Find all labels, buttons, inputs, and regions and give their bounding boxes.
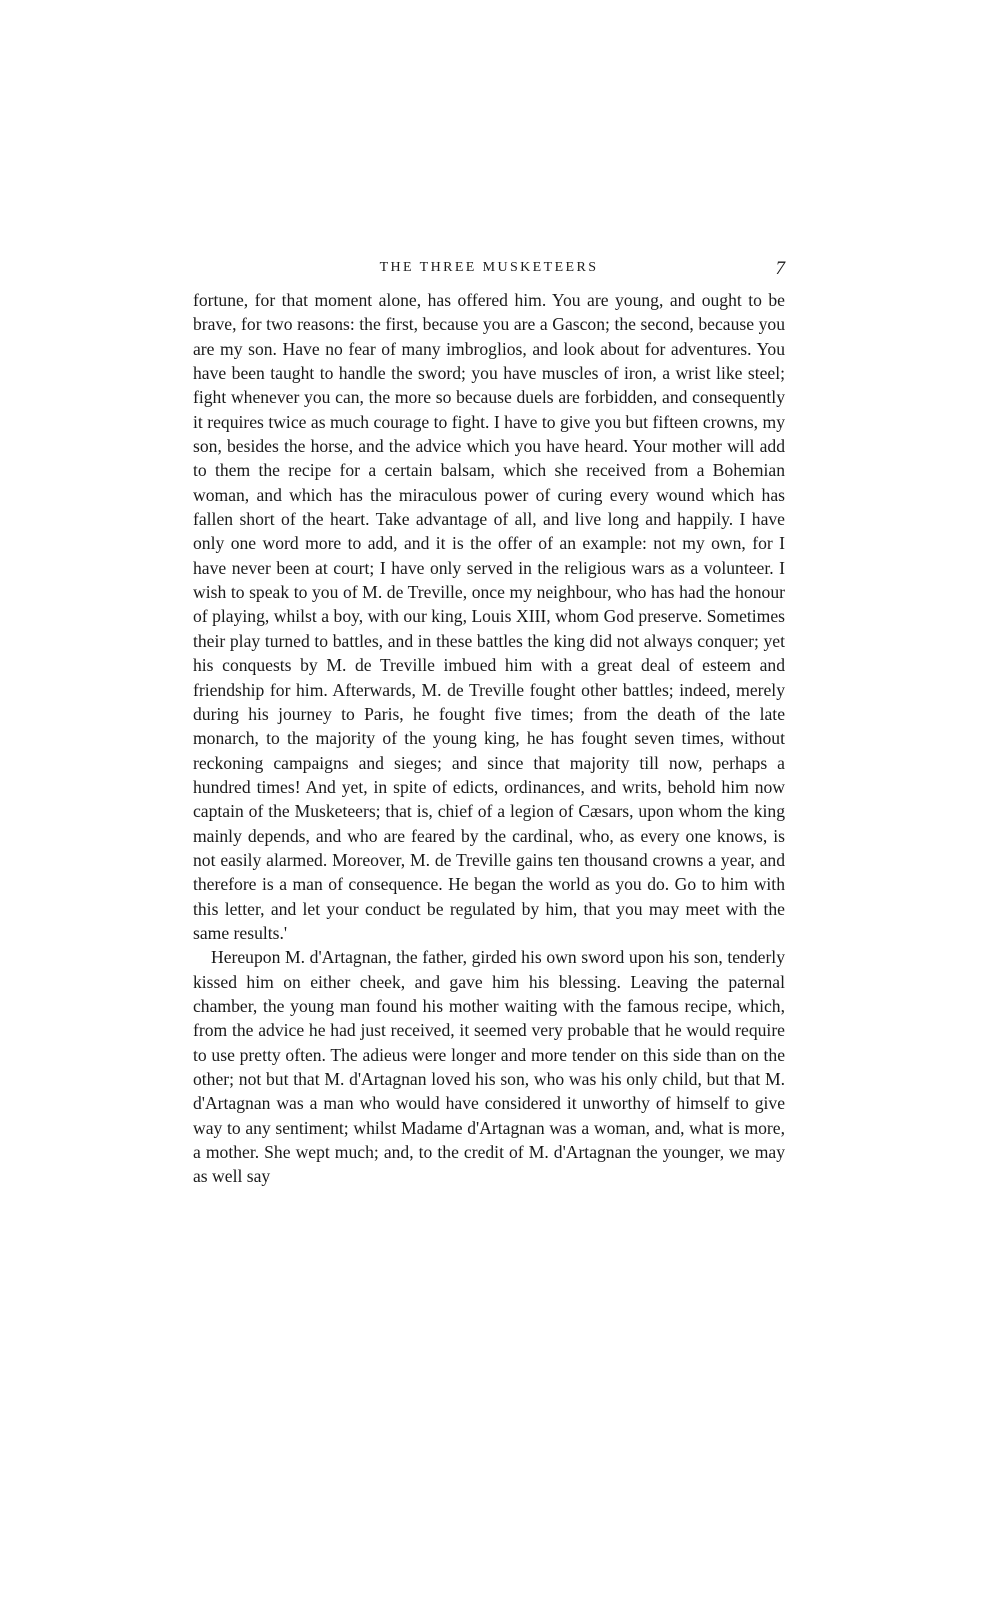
book-page [193,258,785,1189]
paragraph-continued: fortune, for that moment alone, has offered him. You are young, and ought to be brave, for two reasons: the first, because you are a Gascon; the second, because you are my son. Have no fear of many imbroglios, and look about for adventures. You have been taught to handle the sword; you have muscles of iron, a wrist like steel; fight whenever you can, the more so because duels are forbidden, and consequently it requires twice as much courage to fight. I have to give you but fifteen crowns, my son, besides the horse, and the advice which you have heard. Your mother will add to them the recipe for a certain balsam, which she received from a Bohemian woman, and which has the miraculous power of curing every wound which has fallen short of the heart. Take advantage of all, and live long and happily. I have only one word more to add, and it is the offer of an example: not my own, for I have never been at court; I have only served in the religious wars as a volunteer. I wish to speak to you of M. de Treville, once my neighbour, who has had the honour of playing, whilst a boy, with our king, Louis XIII, whom God preserve. Sometimes their play turned to battles, and in these battles the king did not always conquer; yet his conquests by M. de Treville imbued him with a great deal of esteem and friendship for him. Afterwards, M. de Treville fought other battles; indeed, merely during his journey to Paris, he fought five times; from the death of the late monarch, to the majority of the young king, he has fought seven times, without reckoning campaigns and sieges; and since that majority till now, perhaps a hundred times! And yet, in spite of edicts, ordinances, and writs, behold him now captain of the Musketeers; that is, chief of a legion of Cæsars, upon whom the king mainly depends, and who are feared by the cardinal, who, as every one knows, is not easily alarmed. Moreover, M. de Treville gains ten thousand crowns a year, and therefore is a man of consequence. He began the world as you do. Go to him with this letter, and let your conduct be regulated by him, that you may meet with the same results.' [193,290,785,943]
paragraph-hereupon: Hereupon M. d'Artagnan, the father, girded his own sword upon his son, tenderly kissed him on either cheek, and gave him his blessing. Leaving the paternal chamber, the young man found his mother waiting with the famous recipe, which, from the advice he had just received, it seemed very probable that he would require to use pretty often. The adieus were longer and more tender on this side than on the other; not but that M. d'Artagnan loved his son, who was his only child, but that M. d'Artagnan was a man who would have considered it unworthy of himself to give way to any sentiment; whilst Madame d'Artagnan was a woman, and, what is more, a mother. She wept much; and, to the credit of M. d'Artagnan the younger, we may as well say [193,947,785,1187]
page-number: 7 [775,258,785,279]
running-title: THE THREE MUSKETEERS [379,260,599,275]
body-text [193,288,785,1189]
running-head [193,258,785,288]
